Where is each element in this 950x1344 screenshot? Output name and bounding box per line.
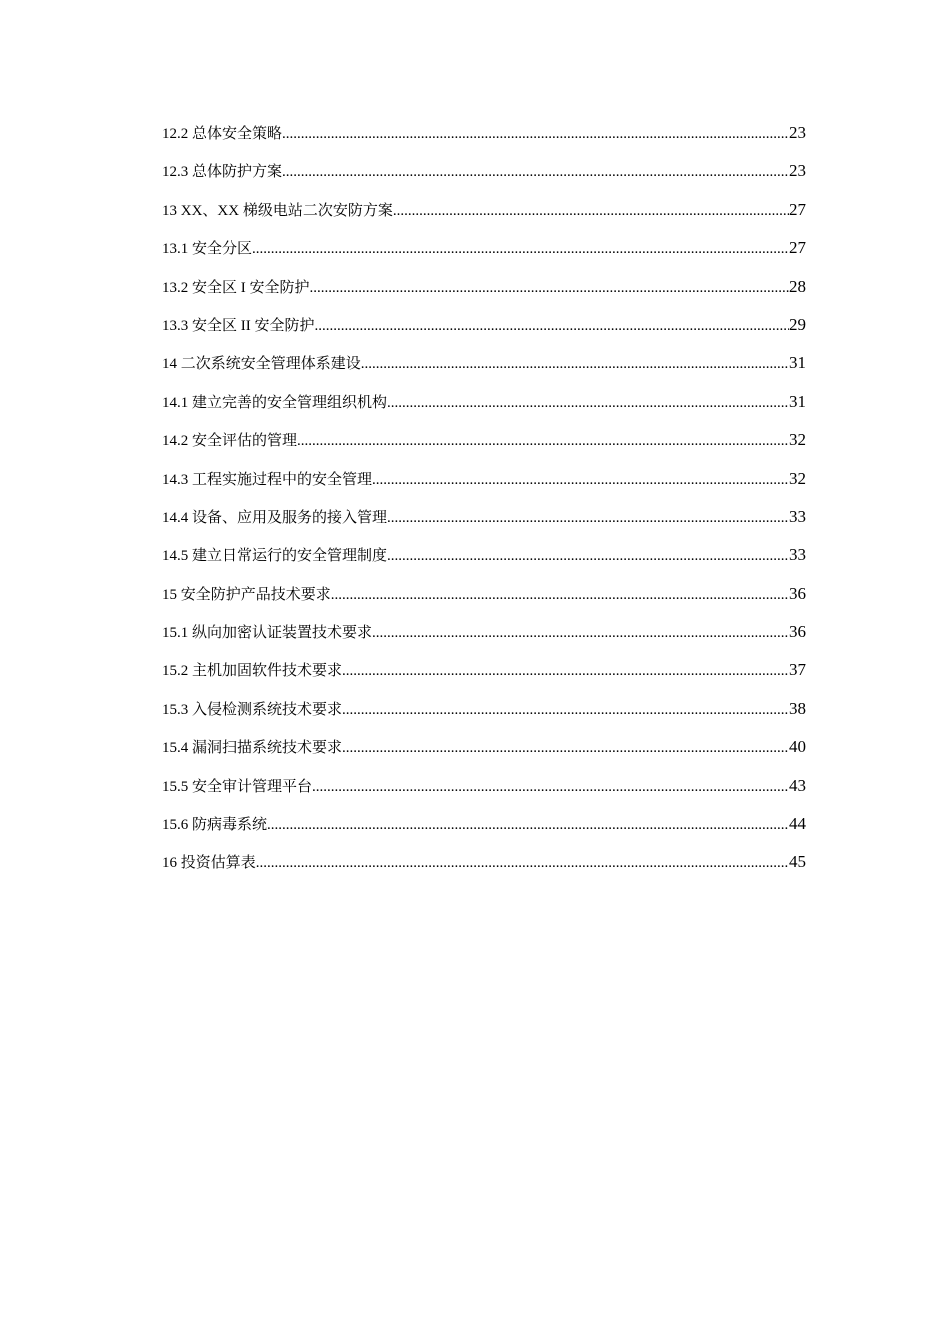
toc-entry-page: 45 [789, 852, 806, 872]
toc-entry[interactable] [162, 767, 806, 805]
toc-entry[interactable] [162, 152, 806, 190]
toc-entry-page: 32 [789, 430, 806, 450]
toc-leader-dots [312, 768, 789, 806]
toc-leader-dots [252, 230, 789, 268]
table-of-contents [162, 114, 806, 882]
toc-entry-title: 14.2 安全评估的管理 [162, 433, 298, 450]
toc-entry-title: 14.4 设备、应用及服务的接入管理 [162, 509, 388, 526]
toc-leader-dots [315, 307, 790, 345]
toc-entry[interactable] [162, 536, 806, 574]
toc-entry-title: 15 安全防护产品技术要求 [162, 586, 331, 603]
toc-entry-title: 15.3 入侵检测系统技术要求 [162, 701, 343, 718]
toc-entry-page: 27 [789, 238, 806, 258]
toc-entry-title: 13 XX、XX 梯级电站二次安防方案 [162, 202, 393, 219]
toc-leader-dots [372, 461, 789, 499]
toc-entry-title: 15.1 纵向加密认证装置技术要求 [162, 625, 373, 642]
toc-entry-title: 15.5 安全审计管理平台 [162, 778, 313, 795]
toc-entry-title: 13.2 安全区 I 安全防护 [162, 279, 310, 296]
toc-leader-dots [387, 384, 789, 422]
toc-entry-title: 13.1 安全分区 [162, 241, 253, 258]
toc-entry-page: 27 [789, 199, 806, 219]
toc-entry-page: 23 [789, 161, 806, 181]
toc-leader-dots [393, 192, 789, 230]
toc-entry[interactable] [162, 344, 806, 382]
toc-entry-title: 16 投资估算表 [162, 855, 256, 872]
toc-entry[interactable] [162, 229, 806, 267]
toc-entry-page: 28 [789, 276, 806, 296]
toc-entry-title: 15.2 主机加固软件技术要求 [162, 663, 343, 680]
toc-leader-dots [267, 806, 789, 844]
toc-entry[interactable] [162, 421, 806, 459]
toc-leader-dots [387, 537, 789, 575]
toc-entry-page: 29 [789, 314, 806, 334]
toc-leader-dots [310, 269, 790, 307]
toc-entry[interactable] [162, 613, 806, 651]
toc-leader-dots [342, 691, 789, 729]
toc-entry[interactable] [162, 805, 806, 843]
toc-leader-dots [282, 153, 789, 191]
toc-entry-page: 43 [789, 775, 806, 795]
toc-entry-page: 36 [789, 583, 806, 603]
toc-leader-dots [331, 576, 789, 614]
toc-leader-dots [361, 345, 789, 383]
toc-leader-dots [342, 652, 789, 690]
toc-entry-page: 36 [789, 622, 806, 642]
toc-leader-dots [256, 844, 789, 882]
toc-entry-page: 38 [789, 698, 806, 718]
toc-entry-title: 12.3 总体防护方案 [162, 164, 283, 181]
toc-entry-page: 31 [789, 353, 806, 373]
toc-entry[interactable] [162, 651, 806, 689]
toc-leader-dots [282, 115, 789, 153]
toc-entry[interactable] [162, 575, 806, 613]
toc-entry-page: 33 [789, 506, 806, 526]
toc-entry-title: 13.3 安全区 II 安全防护 [162, 317, 315, 334]
toc-entry[interactable] [162, 114, 806, 152]
toc-leader-dots [342, 729, 789, 767]
toc-leader-dots [387, 499, 789, 537]
toc-entry-title: 15.4 漏洞扫描系统技术要求 [162, 740, 343, 757]
toc-entry[interactable] [162, 306, 806, 344]
toc-entry[interactable] [162, 383, 806, 421]
toc-entry[interactable] [162, 843, 806, 881]
toc-entry-title: 14.3 工程实施过程中的安全管理 [162, 471, 373, 488]
toc-entry-page: 44 [789, 814, 806, 834]
toc-entry-page: 33 [789, 545, 806, 565]
toc-entry-page: 32 [789, 468, 806, 488]
toc-entry-title: 14 二次系统安全管理体系建设 [162, 356, 361, 373]
toc-entry-title: 14.5 建立日常运行的安全管理制度 [162, 548, 388, 565]
toc-leader-dots [372, 614, 789, 652]
toc-entry-title: 15.6 防病毒系统 [162, 817, 268, 834]
toc-entry-title: 12.2 总体安全策略 [162, 126, 283, 142]
toc-entry[interactable] [162, 498, 806, 536]
toc-entry-page: 31 [789, 391, 806, 411]
toc-entry-page: 37 [789, 660, 806, 680]
toc-entry[interactable] [162, 460, 806, 498]
toc-entry[interactable] [162, 728, 806, 766]
toc-entry[interactable] [162, 268, 806, 306]
toc-entry-page: 23 [789, 123, 806, 142]
toc-entry[interactable] [162, 191, 806, 229]
toc-leader-dots [297, 422, 789, 460]
toc-entry-title: 14.1 建立完善的安全管理组织机构 [162, 394, 388, 411]
toc-entry[interactable] [162, 690, 806, 728]
toc-entry-page: 40 [789, 737, 806, 757]
